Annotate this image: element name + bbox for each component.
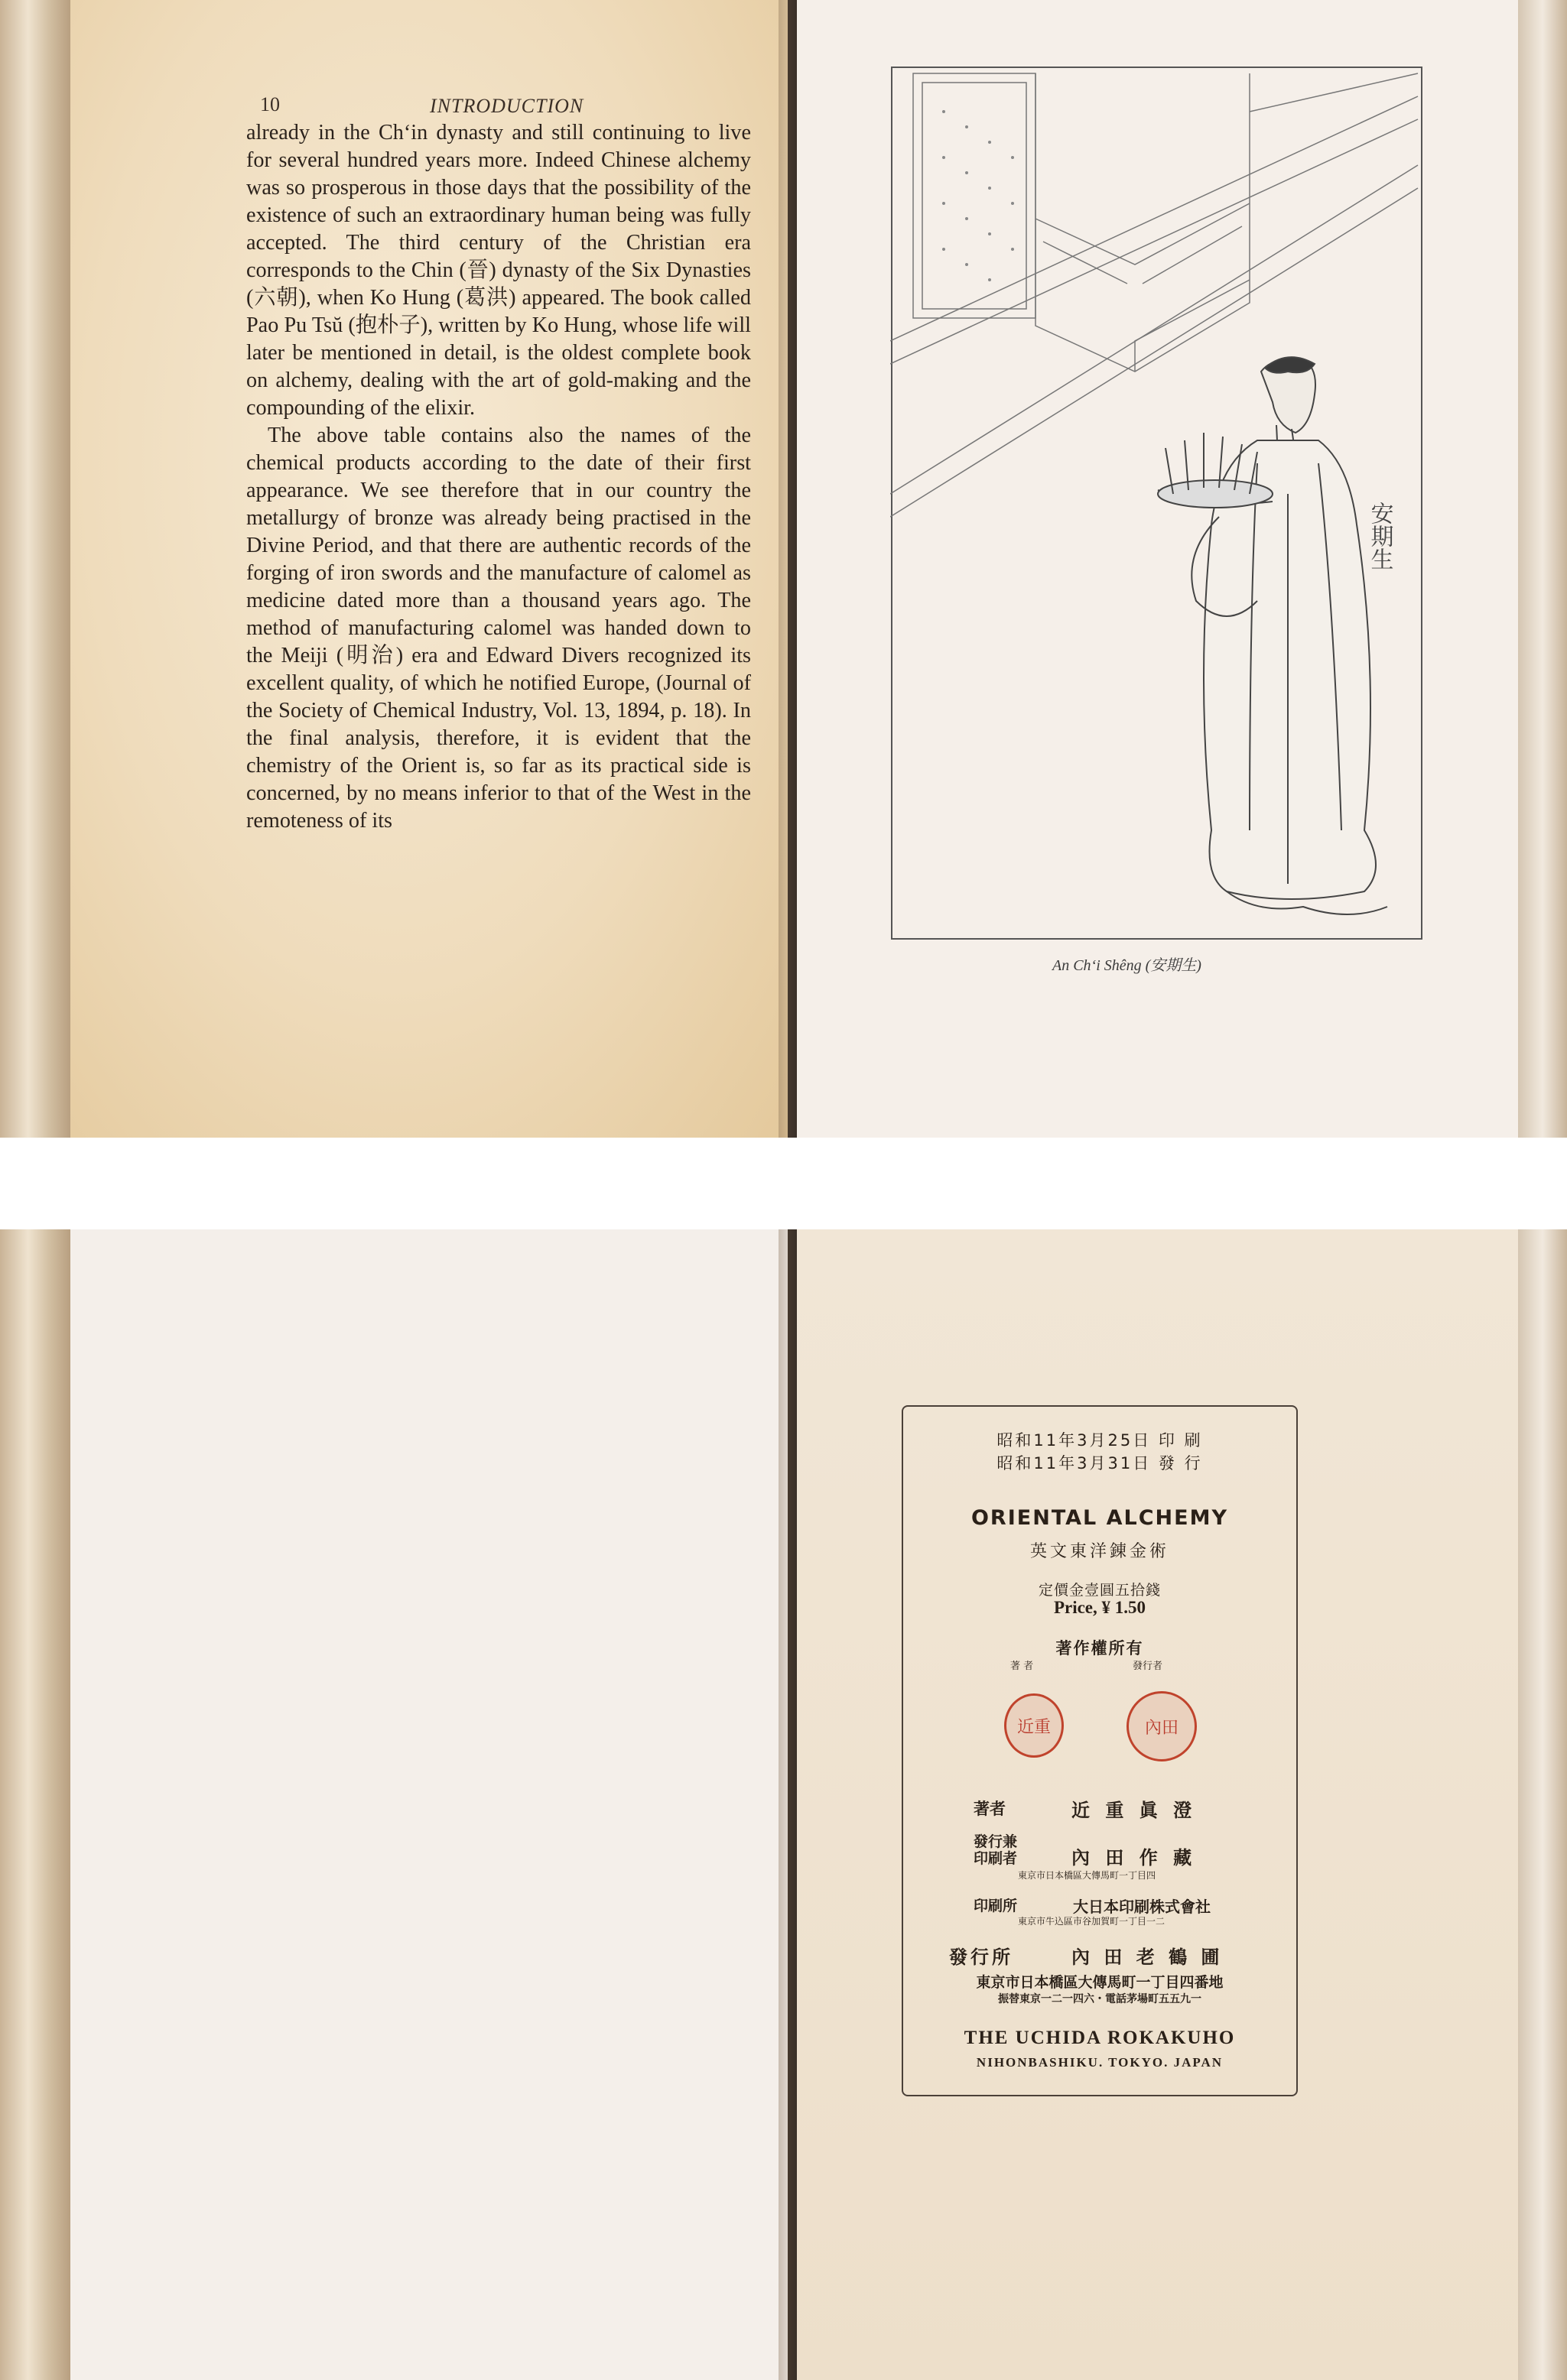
issuer-phone: 振替東京一二一四六・電話茅場町五五九一 bbox=[998, 1993, 1201, 2005]
price-english: Price, ¥ 1.50 bbox=[1053, 1598, 1146, 1617]
printer-label: 印刷所 bbox=[974, 1898, 1018, 1914]
printer-name: 大日本印刷株式會社 bbox=[1073, 1898, 1211, 1916]
title-english: ORIENTAL ALCHEMY bbox=[970, 1506, 1229, 1530]
book-gutter-shadow bbox=[779, 0, 809, 1138]
book-gutter-shadow bbox=[779, 1229, 809, 2380]
publisher-english: THE UCHIDA ROKAKUHO bbox=[964, 2028, 1236, 2048]
illustration-inscription: 安期生 bbox=[1367, 502, 1393, 570]
seal-label-author: 著 者 bbox=[1010, 1661, 1034, 1672]
publisher-english-address: NIHONBASHIKU. TOKYO. JAPAN bbox=[976, 2055, 1224, 2070]
page-edges-left bbox=[0, 1229, 70, 2380]
page-edges-left bbox=[0, 0, 70, 1138]
print-date: 昭和11年3月25日 印 刷 bbox=[996, 1431, 1203, 1450]
publisher-seal-text: 內田 bbox=[1144, 1718, 1179, 1738]
page-edges-right bbox=[1518, 1229, 1567, 2380]
page-edges-right bbox=[1518, 0, 1567, 1138]
an-chi-sheng-illustration bbox=[890, 66, 1423, 942]
colophon-box bbox=[902, 1405, 1298, 2096]
blank-left-page bbox=[70, 1229, 788, 2380]
printer-address: 東京市牛込區市谷加賀町一丁目一二 bbox=[1018, 1916, 1165, 1927]
running-header bbox=[260, 90, 749, 121]
author-seal-text: 近重 bbox=[1016, 1717, 1051, 1737]
body-paragraph: The above table contains also the names of the chemical products according to the date of their first appearance. We see therefore that in our country the metallurgy of bronze was already being practised in the Divine Period, and that there are authentic records of the forging of iron swords and the manufacture of calomel as medicine dated more than a thousand years ago. The method of manufacturing calomel was handed down to the Meiji (明治) era and Edward Divers recognized its excellent quality, of which he notified Europe, (Journal of the Society of Chemical Industry, Vol. 13, 1894, p. 18). In the final analysis, therefore, it is evident that the chemistry of the Orient is, so far as its practical side is concerned, by no means inferior to that of the West in the remoteness of its bbox=[246, 424, 751, 833]
publisher-seal bbox=[1126, 1691, 1197, 1761]
publisher-name: 內 田 作 藏 bbox=[1071, 1847, 1197, 1869]
price-japanese: 定價金壹圓五拾錢 bbox=[1038, 1582, 1161, 1599]
bottom-book-spread bbox=[0, 1229, 1567, 2380]
top-book-spread bbox=[0, 0, 1567, 1138]
seal-label-publisher: 發行者 bbox=[1133, 1661, 1163, 1672]
publisher-address: 東京市日本橋區大傳馬町一丁目四 bbox=[1018, 1870, 1156, 1881]
author-label: 著者 bbox=[974, 1800, 1006, 1818]
issuer-name: 內 田 老 鶴 圃 bbox=[1071, 1947, 1224, 1968]
page-number: 10 bbox=[260, 93, 280, 115]
publisher-label: 發行兼印刷者 bbox=[974, 1833, 1018, 1867]
title-japanese: 英文東洋錬金術 bbox=[1029, 1542, 1169, 1561]
illustration-caption: An Ch‘i Shêng (安期生) bbox=[1052, 957, 1201, 974]
body-paragraph: already in the Ch‘in dynasty and still continuing to live for several hundred years more. Indeed Chinese alchemy was so prosperous in those days that the possibility of the existence of such an extraordinary human being was fully accepted. The third century of the Christian era corresponds to the Chin (晉) dynasty of the Six Dynasties (六朝), when Ko Hung (葛洪) appeared. The book called Pao Pu Tsŭ (抱朴子), written by Ko Hung, whose life will later be mentioned in detail, is the oldest complete book on alchemy, dealing with the art of gold-making and the compounding of the elixir. bbox=[246, 121, 751, 420]
issuer-address: 東京市日本橋區大傳馬町一丁目四番地 bbox=[976, 1974, 1224, 1991]
author-seal bbox=[1004, 1693, 1064, 1758]
body-text-block bbox=[246, 119, 751, 835]
issuer-label: 發行所 bbox=[949, 1947, 1013, 1968]
issue-date: 昭和11年3月31日 發 行 bbox=[996, 1454, 1203, 1472]
author-name: 近 重 眞 澄 bbox=[1071, 1800, 1197, 1821]
copyright-notice: 著作權所有 bbox=[1055, 1639, 1144, 1658]
running-head-title: INTRODUCTION bbox=[430, 95, 584, 117]
